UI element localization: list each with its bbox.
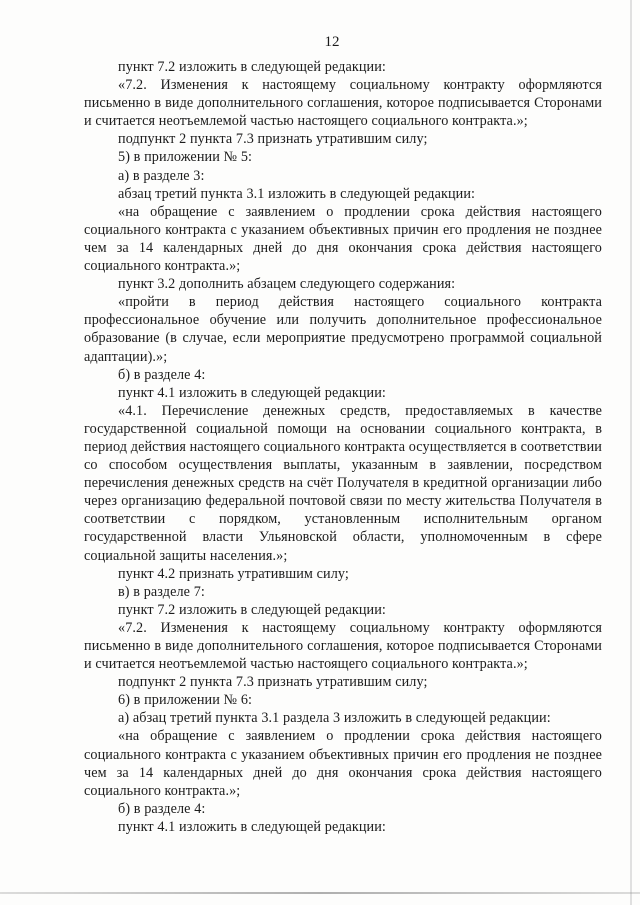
scan-edge-bottom: [0, 892, 640, 894]
paragraph-7: «на обращение с заявлением о продлении срока действия настоящего социального контракта с указанием объективных причин его продления не позднее чем за 14 календарных дней до дня окончания срока действия настоящего социального контракта.»;: [84, 203, 602, 275]
paragraph-1: пункт 7.2 изложить в следующей редакции:: [118, 59, 386, 75]
scan-edge-right: [630, 0, 632, 905]
paragraph-9: «пройти в период действия настоящего социального контракта профессиональное обучение или получить дополнительное профессиональное образование (в случае, если мероприятие предусмотрено программой социальной адаптации).»;: [84, 294, 602, 365]
paragraph-3: подпункт 2 пункта 7.3 признать утратившим силу;: [118, 131, 428, 148]
paragraph-15: пункт 7.2 изложить в следующей редакции:: [118, 601, 386, 618]
paragraph-13: пункт 4.2 признать утратившим силу;: [118, 565, 349, 582]
document-body: [84, 58, 602, 836]
paragraph-8: пункт 3.2 дополнить абзацем следующего содержания:: [118, 276, 456, 293]
paragraph-6: абзац третий пункта 3.1 изложить в следующей редакции:: [118, 185, 476, 202]
paragraph-4: 5) в приложении № 5:: [118, 149, 253, 166]
paragraph-16: «7.2. Изменения к настоящему социальному контракту оформляются письменно в виде дополнительного соглашения, которое подписывается Сторонами и считается неотъемлемой частью настоящего социального контракта.»;: [84, 619, 602, 673]
paragraph-18: 6) в приложении № 6:: [118, 692, 253, 709]
paragraph-22: пункт 4.1 изложить в следующей редакции:: [118, 818, 386, 835]
paragraph-20: «на обращение с заявлением о продлении срока действия настоящего социального контракта с указанием объективных причин его продления не позднее чем за 14 календарных дней до дня окончания срока действия настоящего социального контракта.»;: [84, 728, 602, 799]
paragraph-11: пункт 4.1 изложить в следующей редакции:: [118, 384, 386, 401]
paragraph-21: б) в разделе 4:: [118, 800, 206, 817]
paragraph-12: «4.1. Перечисление денежных средств, предоставляемых в качестве государственной социальной помощи на основании социального контракта, в период действия настоящего социального контракта осуществляется в соответствии со способом осуществления выплаты, указанным в заявлении, посредством перечисления денежных средств на счёт Получателя в кредитной организации либо через организацию федеральной почтовой связи по месту жительства Получателя в соответствии с порядком, установленным исполнительным органом государственной власти Ульяновской области, уполномоченным в сфере социальной защиты населения.»;: [84, 402, 602, 564]
paragraph-14: в) в разделе 7:: [118, 583, 205, 600]
paragraph-5: а) в разделе 3:: [118, 167, 205, 184]
paragraph-17: подпункт 2 пункта 7.3 признать утратившим силу;: [118, 674, 428, 691]
paragraph-2: «7.2. Изменения к настоящему социальному контракту оформляются письменно в виде дополнительного соглашения, которое подписывается Сторонами и считается неотъемлемой частью настоящего социального контракта.»;: [84, 77, 602, 130]
page-number: 12: [324, 34, 340, 50]
paragraph-19: а) абзац третий пункта 3.1 раздела 3 изложить в следующей редакции:: [118, 710, 551, 727]
paragraph-10: б) в разделе 4:: [118, 366, 206, 383]
